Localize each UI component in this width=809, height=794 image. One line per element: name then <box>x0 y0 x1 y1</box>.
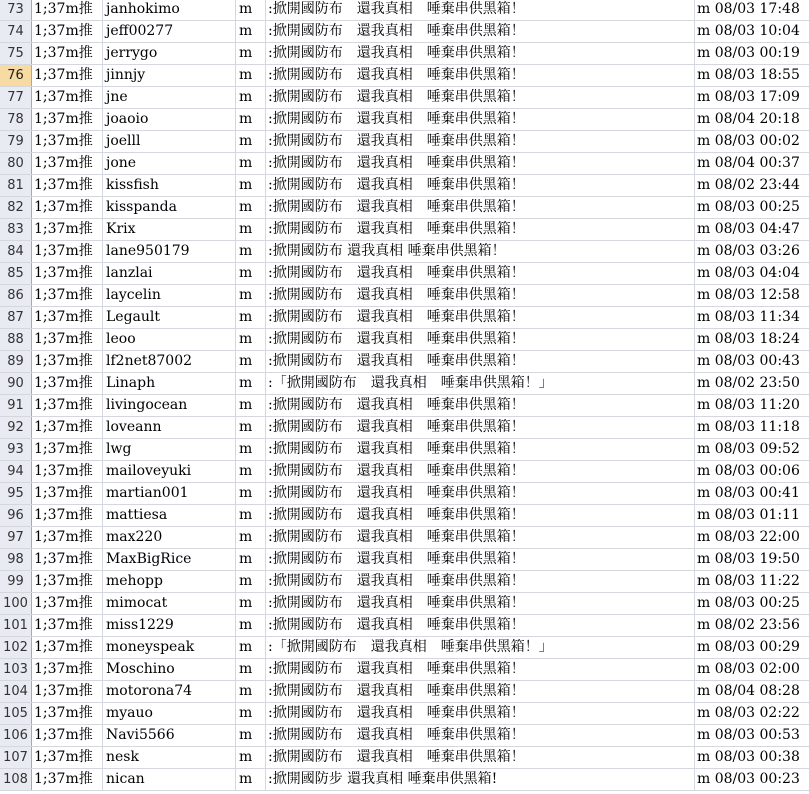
cell-message[interactable]: :掀開國防布 還我真相 唾棄串供黑箱！ <box>266 0 695 20</box>
cell-marker[interactable]: m <box>236 483 266 504</box>
row-header[interactable]: 91 <box>0 395 32 416</box>
cell-username[interactable]: Moschino <box>103 659 236 680</box>
row-header[interactable]: 87 <box>0 307 32 328</box>
cell-timestamp[interactable]: m 08/03 22:00 <box>697 529 800 545</box>
cell-timestamp[interactable]: m 08/03 11:22 <box>697 573 800 589</box>
cell-message[interactable]: :掀開國防布 還我真相 唾棄串供黑箱！ <box>266 65 695 86</box>
table-row <box>0 769 809 791</box>
cell-marker[interactable]: m <box>236 395 266 416</box>
row-header[interactable]: 79 <box>0 131 32 152</box>
cell-timestamp[interactable]: m 08/03 00:29 <box>697 639 800 655</box>
table-row <box>0 593 809 615</box>
cell-username[interactable]: jinnjy <box>103 65 236 86</box>
table-row <box>0 87 809 109</box>
cell-prefix[interactable]: 1;37m推 <box>32 549 103 570</box>
cell-message[interactable]: :掀開國防布 還我真相 唾棄串供黑箱！ <box>266 153 695 174</box>
cell-username[interactable]: MaxBigRice <box>103 549 236 570</box>
table-row <box>0 549 809 571</box>
table-row <box>0 197 809 219</box>
cell-timestamp[interactable]: m 08/03 11:18 <box>697 419 800 435</box>
cell-marker[interactable]: m <box>236 263 266 284</box>
cell-timestamp[interactable]: m 08/03 11:20 <box>697 397 800 413</box>
cell-prefix[interactable]: 1;37m推 <box>32 483 103 504</box>
row-header[interactable]: 73 <box>0 0 32 20</box>
cell-prefix[interactable]: 1;37m推 <box>32 373 103 394</box>
cell-marker[interactable]: m <box>236 241 266 262</box>
cell-username[interactable]: laycelin <box>103 285 236 306</box>
cell-username[interactable]: lanzlai <box>103 263 236 284</box>
cell-message[interactable]: :掀開國防布 還我真相 唾棄串供黑箱！ <box>266 329 695 350</box>
cell-prefix[interactable]: 1;37m推 <box>32 241 103 262</box>
table-row <box>0 21 809 43</box>
cell-marker[interactable]: m <box>236 43 266 64</box>
table-row <box>0 725 809 747</box>
row-header[interactable]: 78 <box>0 109 32 130</box>
cell-marker[interactable]: m <box>236 769 266 790</box>
table-row <box>0 395 809 417</box>
cell-message[interactable]: :掀開國防布 還我真相 唾棄串供黑箱！ <box>266 703 695 724</box>
cell-marker[interactable]: m <box>236 637 266 658</box>
row-header[interactable]: 95 <box>0 483 32 504</box>
cell-prefix[interactable]: 1;37m推 <box>32 703 103 724</box>
cell-timestamp[interactable]: m 08/03 17:48 <box>697 1 800 17</box>
cell-message[interactable]: :掀開國防布 還我真相 唾棄串供黑箱！ <box>266 483 695 504</box>
cell-marker[interactable]: m <box>236 87 266 108</box>
cell-prefix[interactable]: 1;37m推 <box>32 527 103 548</box>
row-header[interactable]: 90 <box>0 373 32 394</box>
cell-timestamp[interactable]: m 08/03 00:53 <box>697 727 800 743</box>
table-row <box>0 329 809 351</box>
cell-marker[interactable]: m <box>236 219 266 240</box>
row-header[interactable]: 82 <box>0 197 32 218</box>
cell-marker[interactable]: m <box>236 329 266 350</box>
cell-prefix[interactable]: 1;37m推 <box>32 329 103 350</box>
cell-message[interactable]: :掀開國防布 還我真相 唾棄串供黑箱！ <box>266 549 695 570</box>
cell-prefix[interactable]: 1;37m推 <box>32 153 103 174</box>
table-row <box>0 527 809 549</box>
cell-timestamp[interactable]: m 08/03 18:55 <box>697 67 800 83</box>
cell-marker[interactable]: m <box>236 21 266 42</box>
cell-username[interactable]: Legault <box>103 307 236 328</box>
table-row <box>0 219 809 241</box>
cell-marker[interactable]: m <box>236 175 266 196</box>
cell-timestamp[interactable]: m 08/03 17:09 <box>697 89 800 105</box>
cell-timestamp[interactable]: m 08/03 00:43 <box>697 353 800 369</box>
table-row <box>0 131 809 153</box>
cell-marker[interactable]: m <box>236 505 266 526</box>
cell-timestamp[interactable]: m 08/03 02:22 <box>697 705 800 721</box>
cell-message[interactable]: :掀開國防布 還我真相 唾棄串供黑箱！ <box>266 307 695 328</box>
cell-timestamp[interactable]: m 08/03 00:19 <box>697 45 800 61</box>
cell-timestamp[interactable]: m 08/03 04:47 <box>697 221 800 237</box>
cell-message[interactable]: :掀開國防布 還我真相 唾棄串供黑箱！ <box>266 43 695 64</box>
cell-username[interactable]: jeff00277 <box>103 21 236 42</box>
cell-username[interactable]: jone <box>103 153 236 174</box>
row-header[interactable]: 76 <box>0 65 32 86</box>
cell-timestamp[interactable]: m 08/03 18:24 <box>697 331 800 347</box>
cell-username[interactable]: mattiesa <box>103 505 236 526</box>
table-row <box>0 175 809 197</box>
cell-message[interactable]: :掀開國防布 還我真相 唾棄串供黑箱！ <box>266 131 695 152</box>
row-header[interactable]: 75 <box>0 43 32 64</box>
row-header[interactable]: 106 <box>0 725 32 746</box>
cell-marker[interactable]: m <box>236 417 266 438</box>
cell-prefix[interactable]: 1;37m推 <box>32 87 103 108</box>
row-header[interactable]: 89 <box>0 351 32 372</box>
table-row <box>0 703 809 725</box>
cell-timestamp[interactable]: m 08/03 00:41 <box>697 485 800 501</box>
cell-username[interactable]: livingocean <box>103 395 236 416</box>
cell-message[interactable]: :掀開國防布 還我真相 唾棄串供黑箱！ <box>266 681 695 702</box>
cell-message[interactable]: :掀開國防布 還我真相 唾棄串供黑箱！ <box>266 747 695 768</box>
cell-prefix[interactable]: 1;37m推 <box>32 65 103 86</box>
cell-username[interactable]: mehopp <box>103 571 236 592</box>
cell-timestamp[interactable]: m 08/03 00:23 <box>697 771 800 787</box>
cell-marker[interactable]: m <box>236 0 266 20</box>
cell-username[interactable]: max220 <box>103 527 236 548</box>
table-row <box>0 571 809 593</box>
table-row <box>0 417 809 439</box>
cell-username[interactable]: jerrygo <box>103 43 236 64</box>
table-row <box>0 461 809 483</box>
cell-prefix[interactable]: 1;37m推 <box>32 461 103 482</box>
cell-timestamp[interactable]: m 08/03 09:52 <box>697 441 800 457</box>
table-row <box>0 351 809 373</box>
cell-timestamp[interactable]: m 08/03 12:58 <box>697 287 800 303</box>
cell-timestamp[interactable]: m 08/02 23:56 <box>697 617 800 633</box>
cell-message[interactable]: :「掀開國防布 還我真相 唾棄串供黑箱！」 <box>266 373 695 394</box>
cell-username[interactable]: nican <box>103 769 236 790</box>
cell-prefix[interactable]: 1;37m推 <box>32 21 103 42</box>
cell-prefix[interactable]: 1;37m推 <box>32 395 103 416</box>
cell-prefix[interactable]: 1;37m推 <box>32 285 103 306</box>
cell-marker[interactable]: m <box>236 439 266 460</box>
cell-marker[interactable]: m <box>236 109 266 130</box>
cell-timestamp[interactable]: m 08/04 20:18 <box>697 111 800 127</box>
cell-username[interactable]: loveann <box>103 417 236 438</box>
cell-timestamp[interactable]: m 08/03 11:34 <box>697 309 800 325</box>
cell-message[interactable]: :掀開國防布 還我真相 唾棄串供黑箱！ <box>266 197 695 218</box>
table-row <box>0 43 809 65</box>
row-header[interactable]: 94 <box>0 461 32 482</box>
table-row <box>0 483 809 505</box>
cell-timestamp[interactable]: m 08/02 23:50 <box>697 375 800 391</box>
row-header[interactable]: 86 <box>0 285 32 306</box>
cell-message[interactable]: :掀開國防布 還我真相 唾棄串供黑箱！ <box>266 417 695 438</box>
cell-marker[interactable]: m <box>236 747 266 768</box>
cell-marker[interactable]: m <box>236 549 266 570</box>
cell-username[interactable]: myauo <box>103 703 236 724</box>
cell-message[interactable]: :掀開國防布 還我真相 唾棄串供黑箱！ <box>266 395 695 416</box>
cell-message[interactable]: :掀開國防步 還我真相 唾棄串供黑箱! <box>266 769 695 790</box>
cell-marker[interactable]: m <box>236 527 266 548</box>
cell-message[interactable]: :掀開國防布 還我真相 唾棄串供黑箱！ <box>266 593 695 614</box>
cell-message[interactable]: :掀開國防布 還我真相 唾棄串供黑箱！ <box>266 175 695 196</box>
cell-message[interactable]: :掀開國防布 還我真相 唾棄串供黑箱！ <box>266 109 695 130</box>
cell-username[interactable]: kisspanda <box>103 197 236 218</box>
cell-marker[interactable]: m <box>236 307 266 328</box>
cell-marker[interactable]: m <box>236 659 266 680</box>
cell-message[interactable]: :掀開國防布 還我真相 唾棄串供黑箱！ <box>266 263 695 284</box>
table-row <box>0 263 809 285</box>
cell-username[interactable]: mailoveyuki <box>103 461 236 482</box>
cell-message[interactable]: :掀開國防布 還我真相 唾棄串供黑箱！ <box>266 241 695 262</box>
cell-marker[interactable]: m <box>236 571 266 592</box>
cell-prefix[interactable]: 1;37m推 <box>32 219 103 240</box>
row-header[interactable]: 97 <box>0 527 32 548</box>
cell-timestamp[interactable]: m 08/03 02:00 <box>697 661 800 677</box>
row-header[interactable]: 74 <box>0 21 32 42</box>
cell-prefix[interactable]: 1;37m推 <box>32 109 103 130</box>
cell-marker[interactable]: m <box>236 373 266 394</box>
table-row <box>0 747 809 769</box>
cell-username[interactable]: kissfish <box>103 175 236 196</box>
row-header[interactable]: 88 <box>0 329 32 350</box>
cell-prefix[interactable]: 1;37m推 <box>32 659 103 680</box>
cell-timestamp[interactable]: m 08/03 00:06 <box>697 463 800 479</box>
cell-prefix[interactable]: 1;37m推 <box>32 131 103 152</box>
row-header[interactable]: 108 <box>0 769 32 790</box>
table-row <box>0 659 809 681</box>
row-header[interactable]: 85 <box>0 263 32 284</box>
row-header[interactable]: 101 <box>0 615 32 636</box>
cell-prefix[interactable]: 1;37m推 <box>32 0 103 20</box>
cell-marker[interactable]: m <box>236 351 266 372</box>
cell-username[interactable]: nesk <box>103 747 236 768</box>
row-header[interactable]: 107 <box>0 747 32 768</box>
cell-prefix[interactable]: 1;37m推 <box>32 175 103 196</box>
cell-username[interactable]: joelll <box>103 131 236 152</box>
row-header[interactable]: 80 <box>0 153 32 174</box>
cell-message[interactable]: :掀開國防布 還我真相 唾棄串供黑箱！ <box>266 351 695 372</box>
cell-timestamp[interactable]: m 08/04 00:37 <box>697 155 800 171</box>
cell-prefix[interactable]: 1;37m推 <box>32 505 103 526</box>
cell-username[interactable]: lane950179 <box>103 241 236 262</box>
table-row <box>0 637 809 659</box>
cell-timestamp[interactable]: m 08/03 01:11 <box>697 507 800 523</box>
table-row <box>0 109 809 131</box>
cell-timestamp[interactable]: m 08/03 00:02 <box>697 133 800 149</box>
cell-message[interactable]: :掀開國防布 還我真相 唾棄串供黑箱！ <box>266 527 695 548</box>
table-row <box>0 153 809 175</box>
cell-username[interactable]: moneyspeak <box>103 637 236 658</box>
row-header[interactable]: 104 <box>0 681 32 702</box>
cell-prefix[interactable]: 1;37m推 <box>32 307 103 328</box>
cell-prefix[interactable]: 1;37m推 <box>32 43 103 64</box>
cell-marker[interactable]: m <box>236 703 266 724</box>
table-row <box>0 0 809 21</box>
cell-message[interactable]: :「掀開國防布 還我真相 唾棄串供黑箱！」 <box>266 637 695 658</box>
cell-timestamp[interactable]: m 08/03 00:38 <box>697 749 800 765</box>
cell-prefix[interactable]: 1;37m推 <box>32 263 103 284</box>
table-row <box>0 65 809 87</box>
cell-message[interactable]: :掀開國防布 還我真相 唾棄串供黑箱！ <box>266 219 695 240</box>
cell-message[interactable]: :掀開國防布 還我真相 唾棄串供黑箱！ <box>266 615 695 636</box>
cell-username[interactable]: lwg <box>103 439 236 460</box>
cell-message[interactable]: :掀開國防布 還我真相 唾棄串供黑箱！ <box>266 571 695 592</box>
table-row <box>0 373 809 395</box>
cell-marker[interactable]: m <box>236 65 266 86</box>
cell-prefix[interactable]: 1;37m推 <box>32 351 103 372</box>
cell-username[interactable]: miss1229 <box>103 615 236 636</box>
row-header[interactable]: 81 <box>0 175 32 196</box>
row-header[interactable]: 84 <box>0 241 32 262</box>
cell-marker[interactable]: m <box>236 285 266 306</box>
row-header[interactable]: 83 <box>0 219 32 240</box>
cell-message[interactable]: :掀開國防布 還我真相 唾棄串供黑箱！ <box>266 439 695 460</box>
cell-marker[interactable]: m <box>236 593 266 614</box>
cell-marker[interactable]: m <box>236 461 266 482</box>
cell-prefix[interactable]: 1;37m推 <box>32 593 103 614</box>
table-row <box>0 505 809 527</box>
cell-prefix[interactable]: 1;37m推 <box>32 417 103 438</box>
cell-prefix[interactable]: 1;37m推 <box>32 615 103 636</box>
row-header[interactable]: 103 <box>0 659 32 680</box>
cell-message[interactable]: :掀開國防布 還我真相 唾棄串供黑箱！ <box>266 505 695 526</box>
cell-timestamp[interactable]: m 08/03 00:25 <box>697 199 800 215</box>
cell-prefix[interactable]: 1;37m推 <box>32 439 103 460</box>
cell-marker[interactable]: m <box>236 131 266 152</box>
cell-username[interactable]: lf2net87002 <box>103 351 236 372</box>
cell-timestamp[interactable]: m 08/03 04:04 <box>697 265 800 281</box>
cell-prefix[interactable]: 1;37m推 <box>32 769 103 790</box>
row-header[interactable]: 77 <box>0 87 32 108</box>
table-row <box>0 615 809 637</box>
cell-marker[interactable]: m <box>236 153 266 174</box>
cell-prefix[interactable]: 1;37m推 <box>32 637 103 658</box>
row-header[interactable]: 96 <box>0 505 32 526</box>
cell-marker[interactable]: m <box>236 681 266 702</box>
table-row <box>0 681 809 703</box>
cell-message[interactable]: :掀開國防布 還我真相 唾棄串供黑箱！ <box>266 285 695 306</box>
cell-username[interactable]: Navi5566 <box>103 725 236 746</box>
cell-timestamp[interactable]: m 08/04 08:28 <box>697 683 800 699</box>
cell-timestamp[interactable]: m 08/03 03:26 <box>697 243 800 259</box>
table-row <box>0 307 809 329</box>
cell-prefix[interactable]: 1;37m推 <box>32 725 103 746</box>
table-row <box>0 439 809 461</box>
cell-message[interactable]: :掀開國防布 還我真相 唾棄串供黑箱！ <box>266 725 695 746</box>
cell-message[interactable]: :掀開國防布 還我真相 唾棄串供黑箱！ <box>266 461 695 482</box>
row-header[interactable]: 93 <box>0 439 32 460</box>
cell-prefix[interactable]: 1;37m推 <box>32 747 103 768</box>
table-row <box>0 285 809 307</box>
cell-prefix[interactable]: 1;37m推 <box>32 571 103 592</box>
cell-username[interactable]: Linaph <box>103 373 236 394</box>
cell-prefix[interactable]: 1;37m推 <box>32 197 103 218</box>
row-header[interactable]: 98 <box>0 549 32 570</box>
cell-username[interactable]: mimocat <box>103 593 236 614</box>
table-row <box>0 241 809 263</box>
cell-username[interactable]: motorona74 <box>103 681 236 702</box>
row-header[interactable]: 99 <box>0 571 32 592</box>
cell-username[interactable]: martian001 <box>103 483 236 504</box>
row-header[interactable]: 105 <box>0 703 32 724</box>
cell-prefix[interactable]: 1;37m推 <box>32 681 103 702</box>
cell-username[interactable]: leoo <box>103 329 236 350</box>
cell-timestamp[interactable]: m 08/03 19:50 <box>697 551 800 567</box>
cell-marker[interactable]: m <box>236 197 266 218</box>
cell-marker[interactable]: m <box>236 615 266 636</box>
row-header[interactable]: 92 <box>0 417 32 438</box>
row-header[interactable]: 102 <box>0 637 32 658</box>
cell-message[interactable]: :掀開國防布 還我真相 唾棄串供黑箱！ <box>266 659 695 680</box>
cell-message[interactable]: :掀開國防布 還我真相 唾棄串供黑箱！ <box>266 21 695 42</box>
cell-username[interactable]: joaoio <box>103 109 236 130</box>
cell-timestamp[interactable]: m 08/03 10:04 <box>697 23 800 39</box>
row-header[interactable]: 100 <box>0 593 32 614</box>
cell-username[interactable]: jne <box>103 87 236 108</box>
cell-marker[interactable]: m <box>236 725 266 746</box>
cell-username[interactable]: Krix <box>103 219 236 240</box>
cell-timestamp[interactable]: m 08/03 00:25 <box>697 595 800 611</box>
cell-timestamp[interactable]: m 08/02 23:44 <box>697 177 800 193</box>
cell-message[interactable]: :掀開國防布 還我真相 唾棄串供黑箱！ <box>266 87 695 108</box>
cell-username[interactable]: janhokimo <box>103 0 236 20</box>
